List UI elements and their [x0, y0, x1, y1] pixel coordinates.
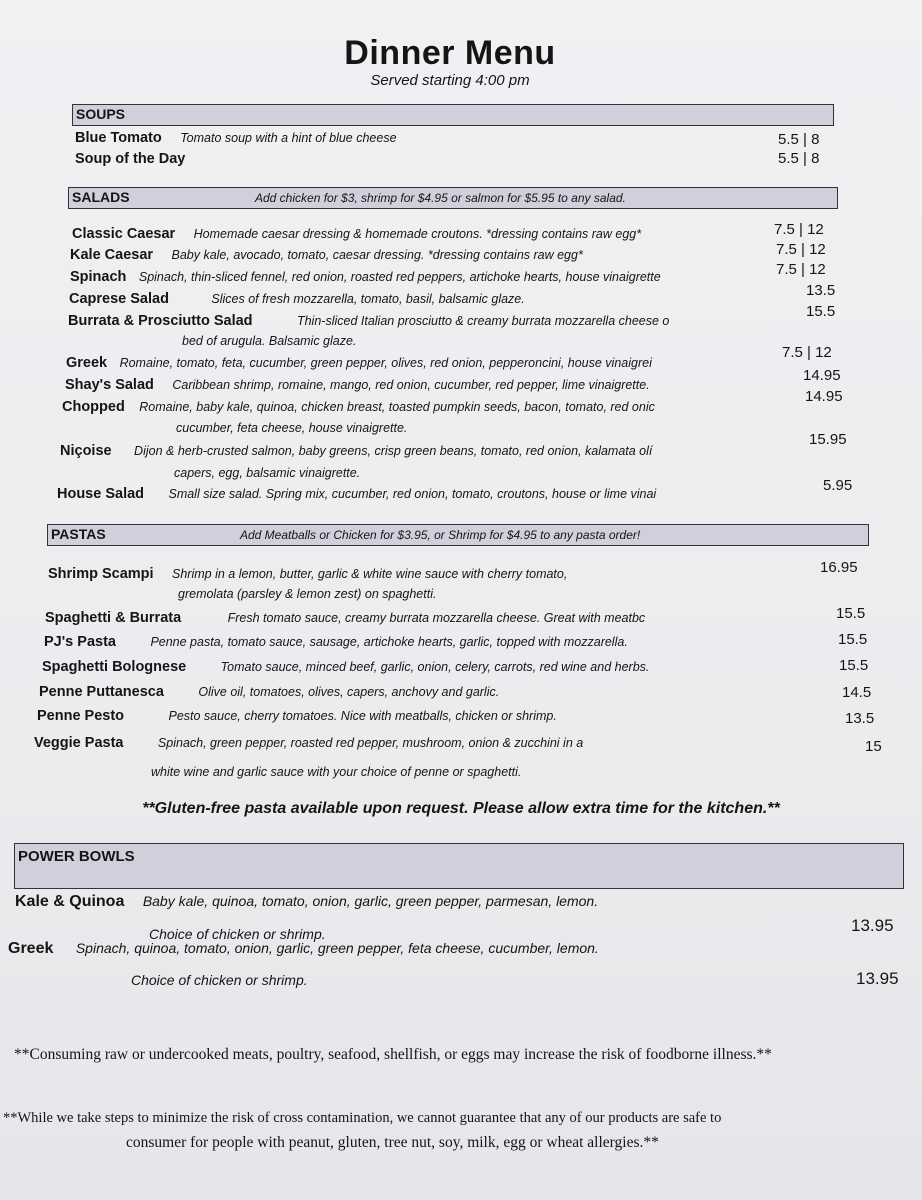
item-name: Burrata & Prosciutto Salad: [68, 313, 253, 329]
section-label: POWER BOWLS: [18, 848, 135, 865]
item-name: Veggie Pasta: [34, 735, 124, 751]
menu-item: [8, 940, 599, 960]
item-price: 16.95: [820, 559, 858, 576]
item-price: 7.5 | 12: [774, 221, 824, 238]
item-description: Baby kale, avocado, tomato, caesar dressing. *dressing contains raw egg*: [171, 248, 583, 262]
item-name: Greek: [8, 940, 54, 957]
item-description-continued: capers, egg, balsamic vinaigrette.: [174, 466, 361, 480]
section-header-salads: [68, 187, 838, 209]
menu-item: [44, 633, 628, 653]
item-name: Blue Tomato: [75, 130, 162, 146]
item-price: 7.5 | 12: [776, 241, 826, 258]
menu-item: [60, 442, 652, 462]
item-price: 14.5: [842, 684, 872, 701]
item-price: 5.5 | 8: [778, 150, 820, 167]
section-note: Add chicken for $3, shrimp for $4.95 or salmon for $5.95 to any salad.: [255, 191, 626, 205]
item-description-continued: Choice of chicken or shrimp.: [131, 972, 308, 988]
item-name: Spinach: [70, 269, 127, 285]
item-description: Spinach, quinoa, tomato, onion, garlic, green pepper, feta cheese, cucumber, lemon.: [75, 940, 599, 956]
item-name: Classic Caesar: [72, 226, 176, 242]
item-name: Caprese Salad: [69, 291, 169, 307]
item-name: Shay's Salad: [65, 377, 154, 393]
menu-item: [57, 485, 656, 505]
item-description: Romaine, baby kale, quinoa, chicken breast, toasted pumpkin seeds, bacon, tomato, red onic: [139, 400, 655, 414]
item-description: Pesto sauce, cherry tomatoes. Nice with meatballs, chicken or shrimp.: [168, 709, 557, 723]
menu-item: [37, 707, 557, 727]
item-description: Small size salad. Spring mix, cucumber, red onion, tomato, croutons, house or lime vinai: [168, 487, 657, 501]
item-description: Spinach, thin-sliced fennel, red onion, roasted red peppers, artichoke hearts, house vinaigrette: [138, 270, 661, 284]
item-name: Spaghetti & Burrata: [45, 610, 182, 626]
menu-item: [69, 290, 525, 310]
item-description-continued: bed of arugula. Balsamic glaze.: [182, 334, 357, 348]
page-subtitle: Served starting 4:00 pm: [370, 72, 530, 89]
menu-item: [72, 225, 641, 245]
item-name: Niçoise: [60, 443, 112, 459]
item-description: Romaine, tomato, feta, cucumber, green pepper, olives, red onion, pepperoncini, house vinaigrei: [119, 356, 652, 370]
item-price: 14.95: [805, 388, 843, 405]
item-description-continued: white wine and garlic sauce with your choice of penne or spaghetti.: [151, 765, 522, 779]
item-name: Chopped: [62, 399, 125, 415]
item-description: Tomato sauce, minced beef, garlic, onion, celery, carrots, red wine and herbs.: [220, 660, 650, 674]
item-description: Thin-sliced Italian prosciutto & creamy burrata mozzarella cheese o: [296, 314, 670, 328]
item-description: Olive oil, tomatoes, olives, capers, anchovy and garlic.: [198, 685, 500, 699]
item-description: Penne pasta, tomato sauce, sausage, artichoke hearts, garlic, topped with mozzarella.: [150, 635, 628, 649]
item-price: 5.95: [823, 477, 853, 494]
section-label: PASTAS: [51, 526, 106, 542]
item-description: Tomato soup with a hint of blue cheese: [180, 131, 397, 145]
page-title: Dinner Menu: [344, 34, 556, 72]
item-price: 15: [865, 738, 882, 755]
item-description-continued: gremolata (parsley & lemon zest) on spaghetti.: [178, 587, 437, 601]
item-name: Kale & Quinoa: [15, 893, 125, 910]
item-name: Shrimp Scampi: [48, 566, 154, 582]
item-description: Fresh tomato sauce, creamy burrata mozzarella cheese. Great with meatbc: [227, 611, 646, 625]
item-price: 7.5 | 12: [776, 261, 826, 278]
item-description-continued: cucumber, feta cheese, house vinaigrette.: [176, 421, 408, 435]
item-price: 15.5: [839, 657, 869, 674]
menu-item: [75, 150, 199, 170]
section-label: SALADS: [72, 189, 130, 205]
item-price: 13.5: [845, 710, 875, 727]
section-header-pastas: [47, 524, 869, 546]
item-price: 15.5: [838, 631, 868, 648]
allergy-warning-line-2: consumer for people with peanut, gluten, tree nut, soy, milk, egg or wheat allergies.**: [126, 1134, 659, 1151]
section-header-power-bowls: [14, 843, 904, 889]
section-header-soups: [72, 104, 834, 126]
item-name: House Salad: [57, 486, 145, 502]
allergy-warning-line-1: **While we take steps to minimize the risk of cross contamination, we cannot guarantee that any of our products are safe to: [3, 1110, 722, 1126]
item-name: PJ's Pasta: [44, 634, 116, 650]
menu-item: [34, 734, 583, 754]
section-note: Add Meatballs or Chicken for $3.95, or Shrimp for $4.95 to any pasta order!: [240, 528, 641, 542]
item-description: Slices of fresh mozzarella, tomato, basil, balsamic glaze.: [211, 292, 525, 306]
menu-item: [48, 565, 567, 585]
menu-item: [15, 893, 598, 913]
item-name: Greek: [66, 355, 108, 371]
raw-food-warning: **Consuming raw or undercooked meats, poultry, seafood, shellfish, or eggs may increase the risk of foodborne illness.**: [14, 1046, 772, 1063]
menu-item: [62, 398, 655, 418]
item-price: 15.5: [836, 605, 866, 622]
item-price: 15.95: [809, 431, 847, 448]
item-name: Penne Pesto: [37, 708, 125, 724]
menu-item: [42, 658, 649, 678]
item-description-continued: Choice of chicken or shrimp.: [149, 926, 326, 942]
menu-item: [75, 129, 397, 149]
item-price: 7.5 | 12: [782, 344, 832, 361]
item-price: 13.5: [806, 282, 836, 299]
item-description: Spinach, green pepper, roasted red pepper, mushroom, onion & zucchini in a: [157, 736, 584, 750]
item-price: 14.95: [803, 367, 841, 384]
menu-item: [70, 246, 583, 266]
section-label: SOUPS: [76, 106, 126, 122]
item-price: 5.5 | 8: [778, 131, 820, 148]
menu-item: [66, 354, 652, 374]
item-name: Spaghetti Bolognese: [42, 659, 187, 675]
menu-item: [70, 268, 661, 288]
menu-item: [45, 609, 645, 629]
item-name: Soup of the Day: [75, 151, 186, 167]
item-description: Shrimp in a lemon, butter, garlic & white wine sauce with cherry tomato,: [172, 567, 568, 581]
menu-item: [39, 683, 499, 703]
item-description: Baby kale, quinoa, tomato, onion, garlic, green pepper, parmesan, lemon.: [142, 893, 599, 909]
item-description: Dijon & herb-crusted salmon, baby greens, crisp green beans, tomato, red onion, kalamata olí: [134, 444, 653, 458]
item-price: 15.5: [806, 303, 836, 320]
item-description: Caribbean shrimp, romaine, mango, red onion, cucumber, red pepper, lime vinaigrette.: [172, 378, 650, 392]
menu-item: [65, 376, 650, 396]
item-price: 13.95: [851, 916, 894, 935]
gluten-free-note: **Gluten-free pasta available upon request. Please allow extra time for the kitchen.**: [142, 800, 780, 817]
item-name: Penne Puttanesca: [39, 684, 164, 700]
item-price: 13.95: [856, 969, 899, 988]
menu-item: [68, 312, 669, 332]
item-description: Homemade caesar dressing & homemade croutons. *dressing contains raw egg*: [193, 227, 642, 241]
item-name: Kale Caesar: [70, 247, 154, 263]
